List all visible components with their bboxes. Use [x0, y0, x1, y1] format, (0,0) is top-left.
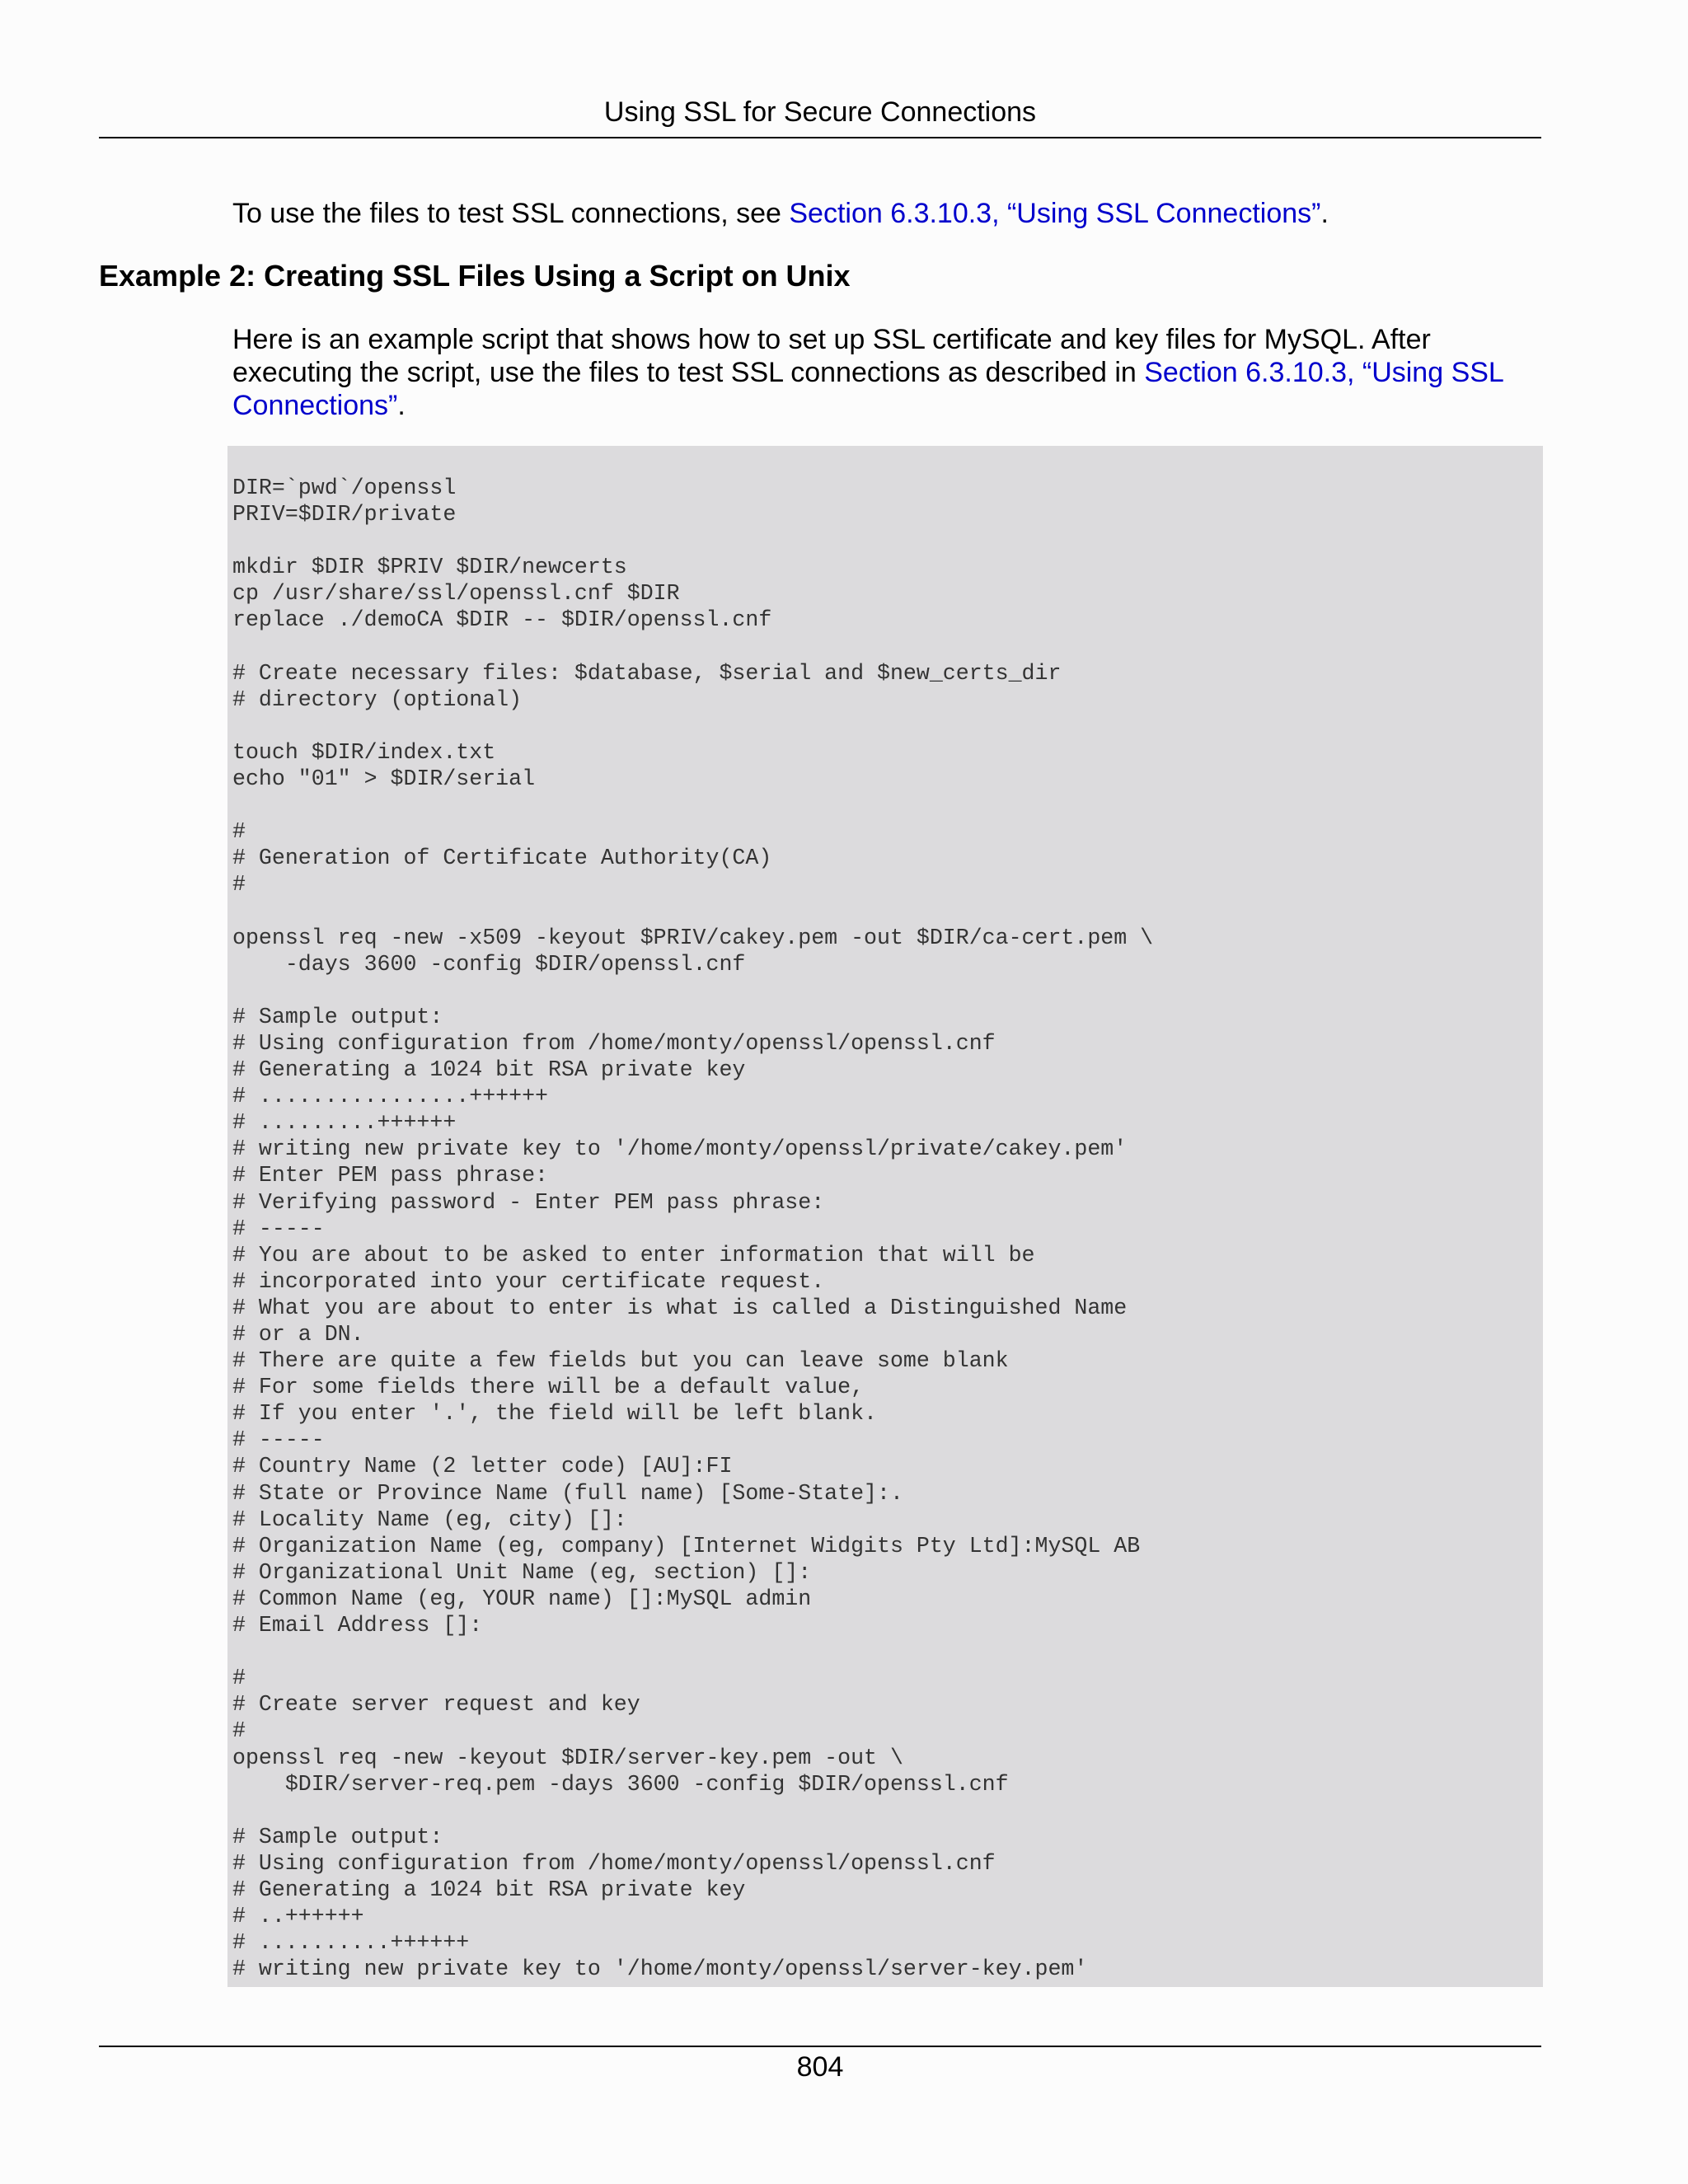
section-link[interactable]: Section 6.3.10.3, “Using SSL Connections” — [789, 198, 1321, 229]
section-link[interactable]: Section 6.3.10.3, “Using SSL Connections” — [232, 357, 1503, 421]
script-listing: DIR=`pwd`/openssl PRIV=$DIR/private mkdir $DIR $PRIV $DIR/newcerts cp /usr/share/ssl/openssl.cnf $DIR replace ./demoCA $DIR -- $DIR/openssl.cnf # Create necessary files: $database, $serial and $new_certs_dir # directory (optional) touch $DIR/index.txt echo "01" > $DIR/serial # # Generation of Certificate Authority(CA) # openssl req -new -x509 -keyout $PRIV/cakey.pem -out $DIR/ca-cert.pem \ -days 3600 -config $DIR/openssl.cnf # Sample output: # Using configuration from /home/monty/openssl/openssl.cnf # Generating a 1024 bit RSA private key # ................++++++ # .........++++++ # writing new private key to '/home/monty/openssl/private/cakey.pem' # Enter PEM pass phrase: # Verifying password - Enter PEM pass phrase: # ----- # You are about to be asked to enter information that will be # incorporated into your certificate request. # What you are about to enter is what is called a Distinguished Name # or a DN. # There are quite a few fields but you can leave some blank # For some fields there will be a default value, # If you enter '.', the field will be left blank. # ----- # Country Name (2 letter code) [AU]:FI # State or Province Name (full name) [Some-State]:. # Locality Name (eg, city) []: # Organization Name (eg, company) [Internet Widgits Pty Ltd]:MySQL AB # Organizational Unit Name (eg, section) []: # Common Name (eg, YOUR name) []:MySQL admin # Email Address []: # # Create server request and key # openssl req -new -keyout $DIR/server-key.pem -out \ $DIR/server-req.pem -days 3600 -config $DIR/openssl.cnf # Sample output: # Using configuration from /home/monty/openssl/openssl.cnf # Generating a 1024 bit RSA private key # ..++++++ # ..........++++++ # writing new private key to '/home/monty/openssl/server-key.pem' — [232, 476, 1154, 1982]
intro-period: . — [1320, 198, 1329, 229]
intro-text: To use the files to test SSL connections, see — [232, 198, 790, 229]
header-rule — [99, 137, 1541, 138]
intro-paragraph — [232, 197, 1535, 230]
description-text: Here is an example script that shows how to set up SSL certificate and key files for MySQL. After executing the script, use the files to test SSL connections as described in — [232, 324, 1431, 388]
example-heading: Example 2: Creating SSL Files Using a Script on Unix — [99, 259, 851, 293]
page-number: 804 — [796, 2051, 844, 2083]
example-description — [232, 323, 1535, 422]
footer-rule — [99, 2046, 1541, 2047]
description-period: . — [397, 390, 406, 421]
running-header: Using SSL for Secure Connections — [603, 96, 1037, 128]
code-block — [227, 446, 1543, 1987]
